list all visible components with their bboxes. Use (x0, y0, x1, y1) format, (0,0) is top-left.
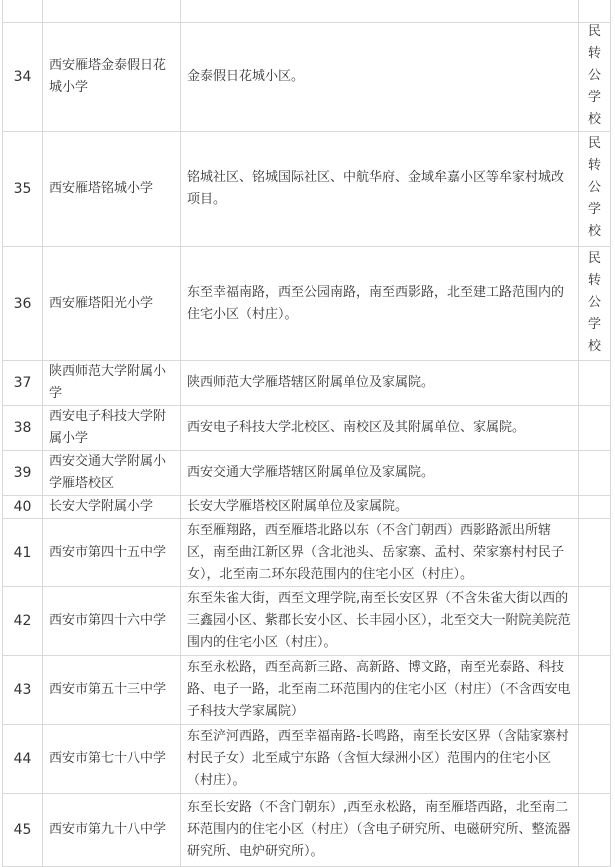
school-type-text: 民转公学校 (587, 250, 601, 354)
table-row (3, 794, 611, 867)
school-name: 西安市第四十六中学 (43, 587, 181, 656)
table-row (3, 496, 611, 519)
school-name: 西安市第七十八中学 (43, 725, 181, 794)
school-district-table (2, 0, 611, 867)
enrollment-area (181, 0, 579, 23)
school-type-text: 民转公学校 (587, 24, 601, 127)
school-name: 西安市第九十八中学 (43, 794, 181, 867)
school-type (579, 656, 611, 725)
enrollment-area: 长安大学雁塔校区附属单位及家属院。 (181, 496, 579, 519)
school-name: 西安雁塔铭城小学 (43, 132, 181, 247)
row-number: 35 (3, 132, 43, 247)
school-name: 西安电子科技大学附属小学 (43, 406, 181, 451)
school-name: 西安市第五十三中学 (43, 656, 181, 725)
school-type (579, 361, 611, 406)
school-type (579, 519, 611, 587)
table-row (3, 519, 611, 587)
enrollment-area: 东至浐河西路，西至幸福南路-长鸣路，南至长安区界（含陆家寨村村民子女）北至咸宁东路（含恒大绿洲小区）范围内的住宅小区（村庄）。 (181, 725, 579, 794)
row-number: 37 (3, 361, 43, 406)
table-row (3, 725, 611, 794)
enrollment-area: 东至幸福南路，西至公园南路，南至西影路，北至建工路范围内的住宅小区（村庄）。 (181, 247, 579, 361)
row-number: 44 (3, 725, 43, 794)
row-number: 36 (3, 247, 43, 361)
row-number: 38 (3, 406, 43, 451)
school-type (579, 496, 611, 519)
school-type (579, 587, 611, 656)
table-row-partial (3, 0, 611, 23)
school-name: 西安市第四十五中学 (43, 519, 181, 587)
enrollment-area: 东至朱雀大街，西至文理学院,南至长安区界（不含朱雀大街以西的三鑫园小区、紫郡长安小区、长丰园小区），北至交大一附院美院范围内的住宅小区（村庄）。 (181, 587, 579, 656)
enrollment-area: 西安交通大学雁塔辖区附属单位及家属院。 (181, 451, 579, 496)
row-number: 34 (3, 23, 43, 132)
school-type (579, 725, 611, 794)
school-name: 西安雁塔阳光小学 (43, 247, 181, 361)
school-type (579, 406, 611, 451)
row-number: 42 (3, 587, 43, 656)
school-name (43, 0, 181, 23)
table-row (3, 23, 611, 132)
school-type (579, 794, 611, 867)
school-name: 长安大学附属小学 (43, 496, 181, 519)
school-type (579, 23, 611, 132)
row-number: 41 (3, 519, 43, 587)
school-name: 陕西师范大学附属小学 (43, 361, 181, 406)
enrollment-area: 东至永松路，西至高新三路、高新路、博文路，南至光泰路、科技路、电子一路，北至南二环范围内的住宅小区（村庄）（不含西安电子科技大学家属院） (181, 656, 579, 725)
table-row (3, 247, 611, 361)
enrollment-area: 东至雁翔路，西至雁塔北路以东（不含门朝西）西影路派出所辖区，南至曲江新区界（含北池头、岳家寨、孟村、荣家寨村村民子女），北至南二环东段范围内的住宅小区（村庄）。 (181, 519, 579, 587)
table-row (3, 656, 611, 725)
enrollment-area: 陕西师范大学雁塔辖区附属单位及家属院。 (181, 361, 579, 406)
enrollment-area: 铭城社区、铭城国际社区、中航华府、金域牟嘉小区等牟家村城改项目。 (181, 132, 579, 247)
row-number: 45 (3, 794, 43, 867)
school-type (579, 451, 611, 496)
table-row (3, 587, 611, 656)
school-type (579, 0, 611, 23)
row-number: 40 (3, 496, 43, 519)
school-type-text: 民转公学校 (587, 136, 601, 239)
row-number: 43 (3, 656, 43, 725)
table-row (3, 361, 611, 406)
enrollment-area: 东至长安路（不含门朝东）,西至永松路，南至雁塔西路，北至南二环范围内的住宅小区（村庄）（含电子研究所、电磁研究所、整流器研究所、电炉研究所）。 (181, 794, 579, 867)
table-row (3, 451, 611, 496)
table-row (3, 406, 611, 451)
enrollment-area: 西安电子科技大学北校区、南校区及其附属单位、家属院。 (181, 406, 579, 451)
school-name: 西安交通大学附属小学雁塔校区 (43, 451, 181, 496)
table-row (3, 132, 611, 247)
school-type (579, 247, 611, 361)
school-type (579, 132, 611, 247)
enrollment-area: 金泰假日花城小区。 (181, 23, 579, 132)
row-number (3, 0, 43, 23)
row-number: 39 (3, 451, 43, 496)
school-name: 西安雁塔金泰假日花城小学 (43, 23, 181, 132)
